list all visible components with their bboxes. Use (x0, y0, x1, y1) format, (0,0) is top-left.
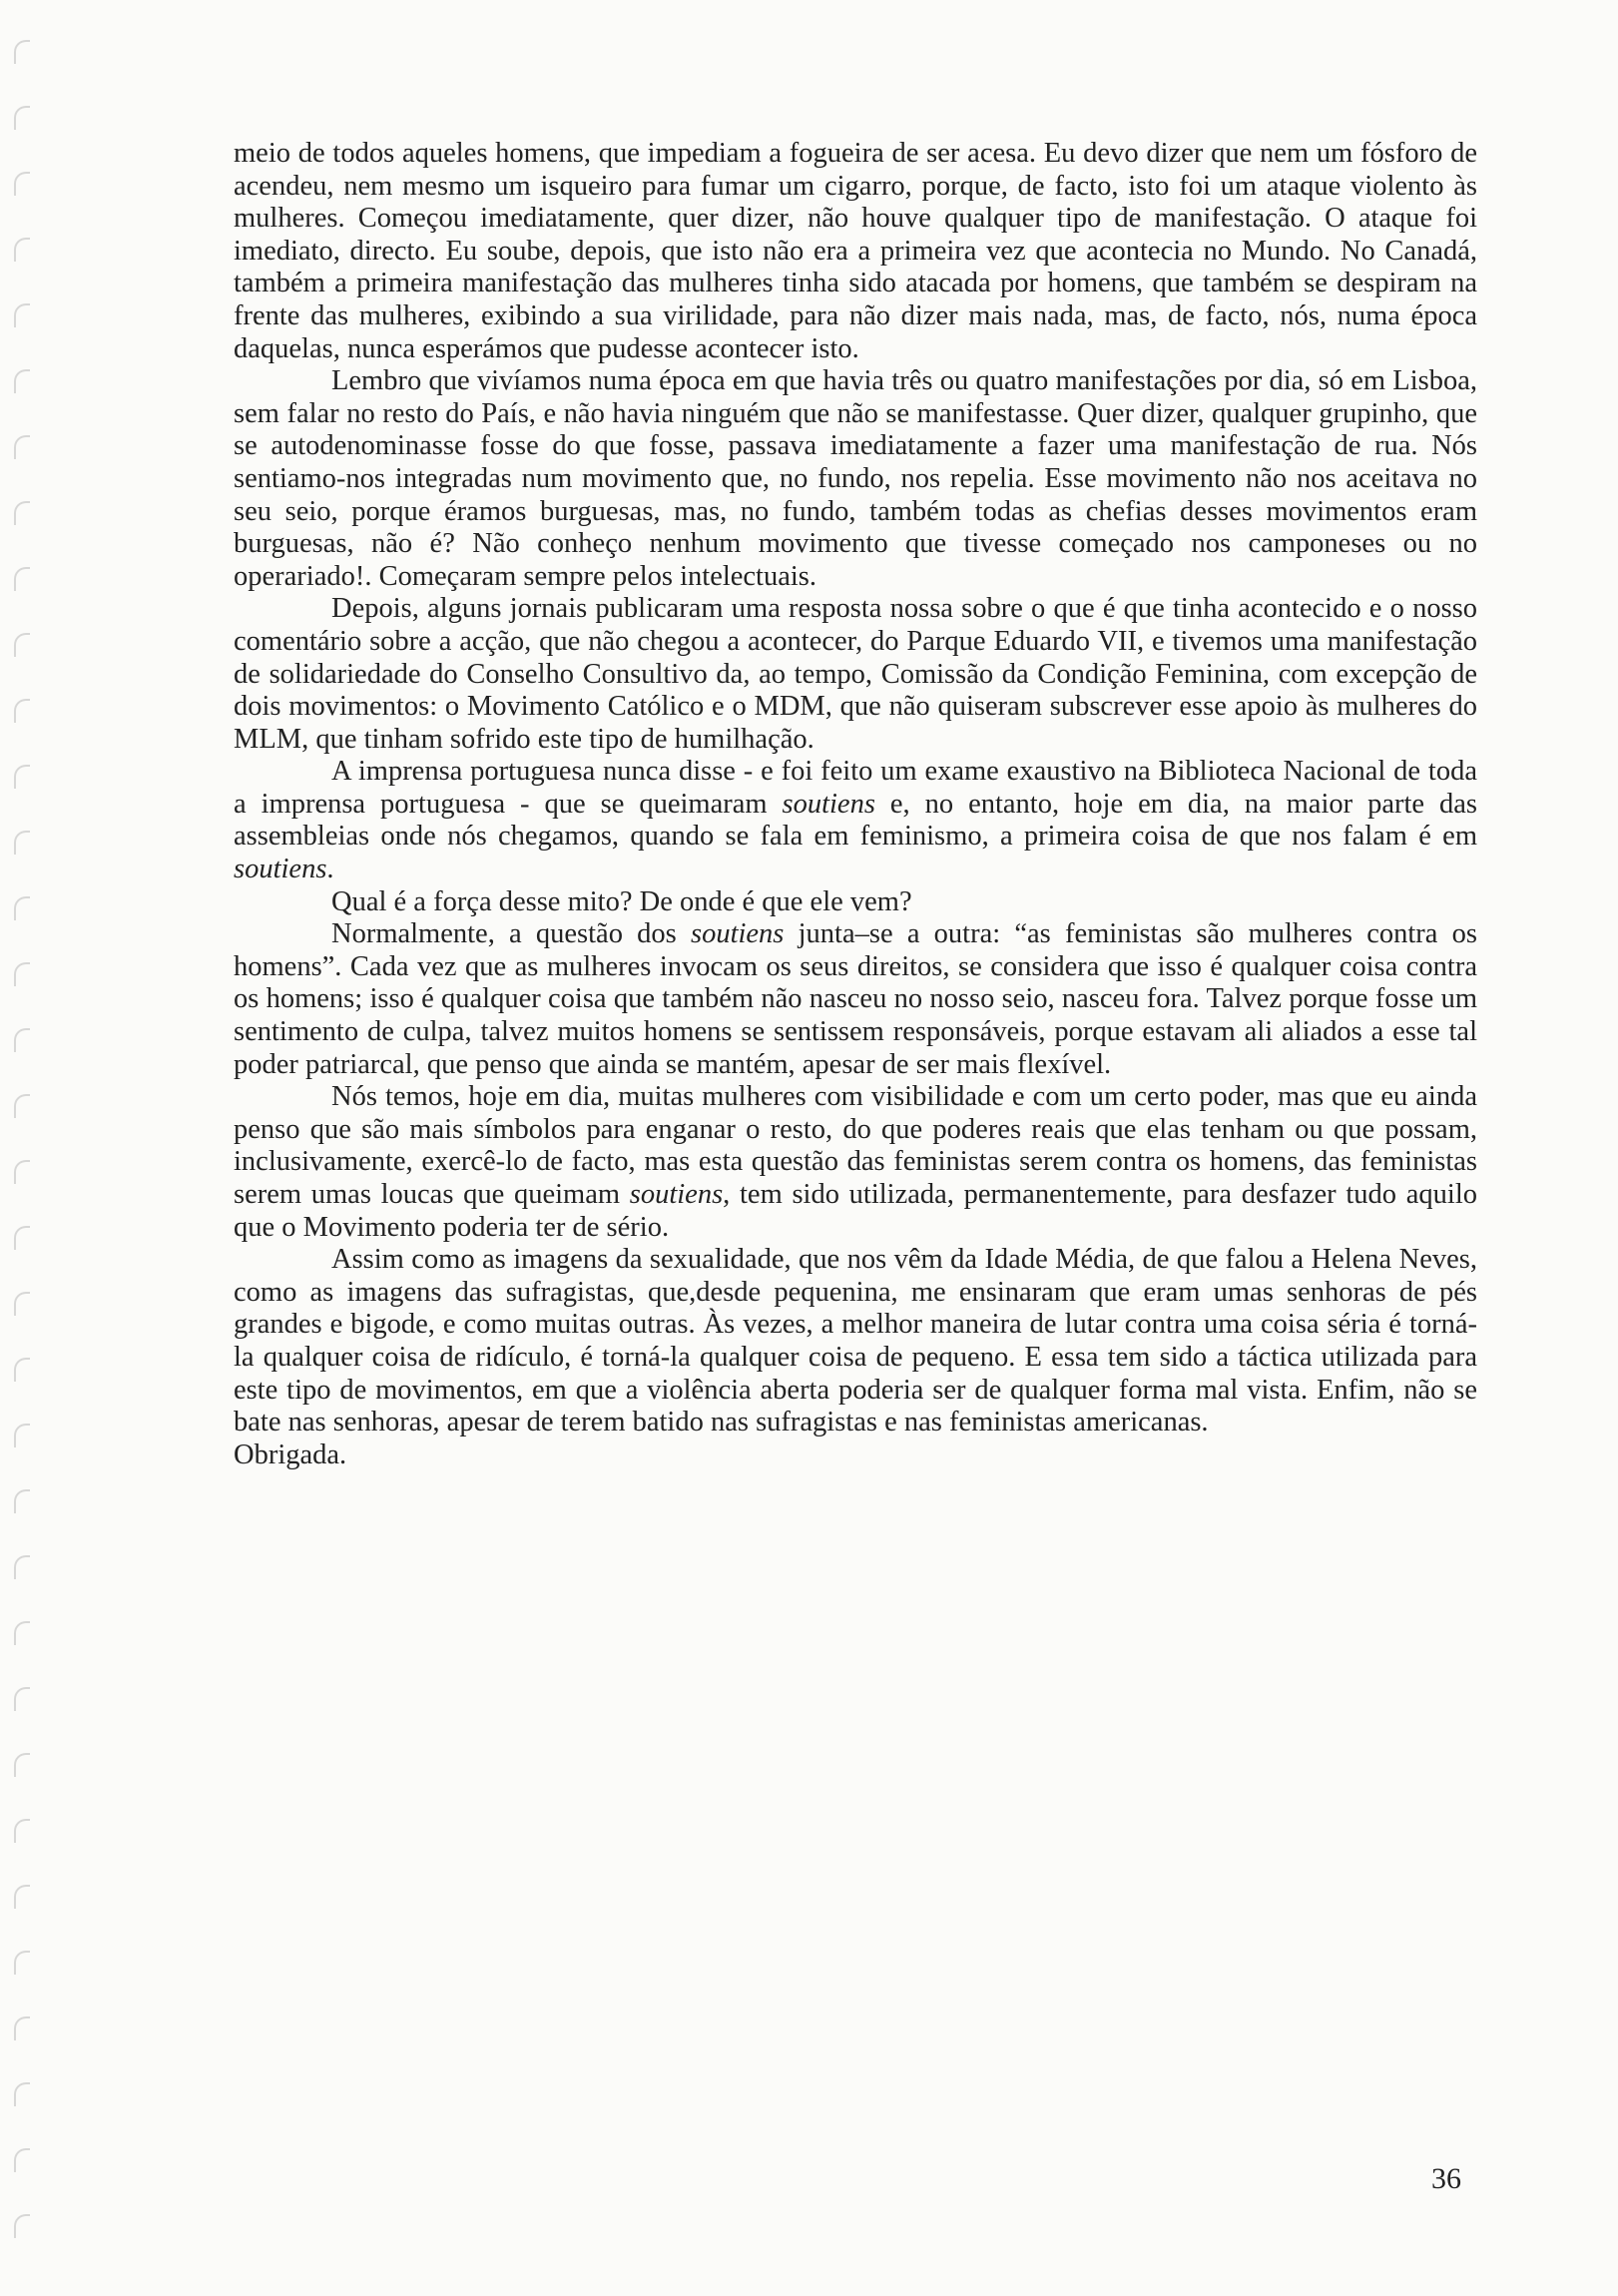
binding-hole-mark (14, 567, 30, 591)
text-segment: junta–se a outra: “as feministas são mulheres contra os homens”. Cada vez que as mulheres invocam os seus direitos, se considera que isso é qualquer coisa contra os homens; isso é qualquer coisa que também não nasceu no nosso seio, nasceu fora. Talvez porque fosse um sentimento de culpa, talvez muitos homens se sentissem responsáveis, porque estavam ali aliados a esse tal poder patriarcal, que penso que ainda se mantém, apesar de ser mais flexível. (234, 918, 1477, 1080)
text-segment: Lembro que vivíamos numa época em que havia três ou quatro manifestações por dia, só em Lisboa, sem falar no resto do País, e não havia ninguém que não se manifestasse. Quer dizer, qualquer grupinho, que se autodenominasse fosse do que fosse, passava imediatamente a fazer uma manifestação de rua. Nós sentiamo-nos integradas num movimento que, no fundo, nos repelia. Esse movimento não nos aceitava no seu seio, porque éramos burguesas, mas, no fundo, também todas as chefias desses movimentos eram burguesas, não é? Não conheço nenhum movimento que tivesse começado nos camponeses ou no operariado!. Começaram sempre pelos intelectuais. (234, 365, 1477, 592)
binding-hole-mark (14, 501, 30, 525)
binding-hole-mark (14, 369, 30, 393)
binding-hole-mark (14, 2082, 30, 2106)
text-segment: , tem sido utilizada, permanentemente, para desfazer tudo aquilo que o Movimento poderia ter de sério. (234, 1179, 1477, 1243)
italic-term: soutiens (690, 918, 785, 950)
binding-hole-mark (14, 765, 30, 789)
italic-term: soutiens (629, 1179, 724, 1210)
binding-hole-mark (14, 1489, 30, 1513)
binding-hole-mark (14, 1687, 30, 1711)
body-text (234, 138, 1477, 1471)
binding-hole-mark (14, 40, 30, 64)
paragraph (234, 138, 1477, 365)
binding-hole-mark (14, 1292, 30, 1316)
page-number: 36 (1431, 2162, 1461, 2195)
paragraph (234, 1244, 1477, 1439)
paragraph (234, 918, 1477, 1081)
text-segment: Qual é a força desse mito? De onde é que ele vem? (331, 885, 912, 917)
text-segment: Obrigada. (234, 1438, 347, 1470)
binding-hole-mark (14, 1028, 30, 1052)
binding-hole-mark (14, 1424, 30, 1447)
binding-hole-mark (14, 1621, 30, 1645)
binding-hole-mark (14, 1555, 30, 1579)
paragraph (234, 365, 1477, 593)
paragraph (234, 886, 1477, 919)
binding-hole-mark (14, 962, 30, 986)
text-segment: meio de todos aqueles homens, que impediam a fogueira de ser acesa. Eu devo dizer que nem um fósforo de acendeu, nem mesmo um isqueiro para fumar um cigarro, porque, de facto, isto foi um ataque violento às mulheres. Começou imediatamente, quer dizer, não houve qualquer tipo de manifestação. O ataque foi imediato, directo. Eu soube, depois, que isto não era a primeira vez que acontecia no Mundo. No Canadá, também a primeira manifestação das mulheres tinha sido atacada por homens, que também se despiram na frente das mulheres, exibindo a sua virilidade, para não dizer mais nada, mas, de facto, nós, numa época daquelas, nunca esperámos que pudesse acontecer isto. (234, 138, 1477, 364)
italic-term: soutiens (782, 788, 875, 820)
binding-hole-mark (14, 303, 30, 327)
binding-hole-mark (14, 896, 30, 920)
paragraph (234, 1439, 1477, 1472)
text-segment: A imprensa portuguesa nunca disse - e foi feito um exame exaustivo na Biblioteca Nacional de toda a imprensa portuguesa - que se queimaram (234, 756, 1477, 820)
binding-hole-mark (14, 1753, 30, 1777)
binding-hole-mark (14, 2214, 30, 2238)
binding-holes (8, 0, 48, 2296)
text-segment: Assim como as imagens da sexualidade, que nos vêm da Idade Média, de que falou a Helena Neves, como as imagens das sufragistas, que,desde pequenina, me ensinaram que eram umas senhoras de pés grandes e bigode, e como muitas outras. Às vezes, a melhor maneira de lutar contra uma coisa séria é torná-la qualquer coisa de ridículo, é torná-la qualquer coisa de pequeno. E essa tem sido a táctica utilizada para este tipo de movimentos, em que a violência aberta poderia ser de qualquer forma mal vista. Enfim, não se bate nas senhoras, apesar de terem batido nas sufragistas e nas feministas americanas. (234, 1244, 1477, 1438)
text-segment: e, no entanto, hoje em dia, na maior parte das assembleias onde nós chegamos, quando se fala em feminismo, a primeira coisa de que nos falam é em (234, 788, 1477, 853)
paragraph (234, 593, 1477, 756)
binding-hole-mark (14, 172, 30, 196)
binding-hole-mark (14, 1951, 30, 1975)
binding-hole-mark (14, 1358, 30, 1382)
binding-hole-mark (14, 106, 30, 130)
binding-hole-mark (14, 699, 30, 723)
binding-hole-mark (14, 238, 30, 262)
binding-hole-mark (14, 2016, 30, 2040)
binding-hole-mark (14, 831, 30, 855)
text-segment: Nós temos, hoje em dia, muitas mulheres com visibilidade e com um certo poder, mas que eu ainda penso que são mais símbolos para enganar o resto, do que poderes reais que elas tenham ou que possam, inclusivamente, exercê-lo de facto, mas esta questão das feministas serem contra os homens, das feministas serem umas loucas que queimam (234, 1081, 1477, 1210)
text-segment: Depois, alguns jornais publicaram uma resposta nossa sobre o que é que tinha acontecido e o nosso comentário sobre a acção, que não chegou a acontecer, do Parque Eduardo VII, e tivemos uma manifestação de solidariedade do Conselho Consultivo da, ao tempo, Comissão da Condição Feminina, com excepção de dois movimentos: o Movimento Católico e o MDM, que não quiseram subscrever esse apoio às mulheres do MLM, que tinham sofrido este tipo de humilhação. (234, 593, 1477, 755)
binding-hole-mark (14, 1819, 30, 1843)
text-segment: Normalmente, a questão dos (331, 918, 691, 950)
binding-hole-mark (14, 435, 30, 459)
binding-hole-mark (14, 1160, 30, 1184)
italic-term: soutiens (234, 854, 327, 885)
binding-hole-mark (14, 1094, 30, 1118)
paragraph (234, 1081, 1477, 1244)
binding-hole-mark (14, 1885, 30, 1909)
binding-hole-mark (14, 633, 30, 657)
text-segment: . (326, 854, 334, 885)
binding-hole-mark (14, 1226, 30, 1250)
binding-hole-mark (14, 2148, 30, 2172)
paragraph (234, 756, 1477, 885)
